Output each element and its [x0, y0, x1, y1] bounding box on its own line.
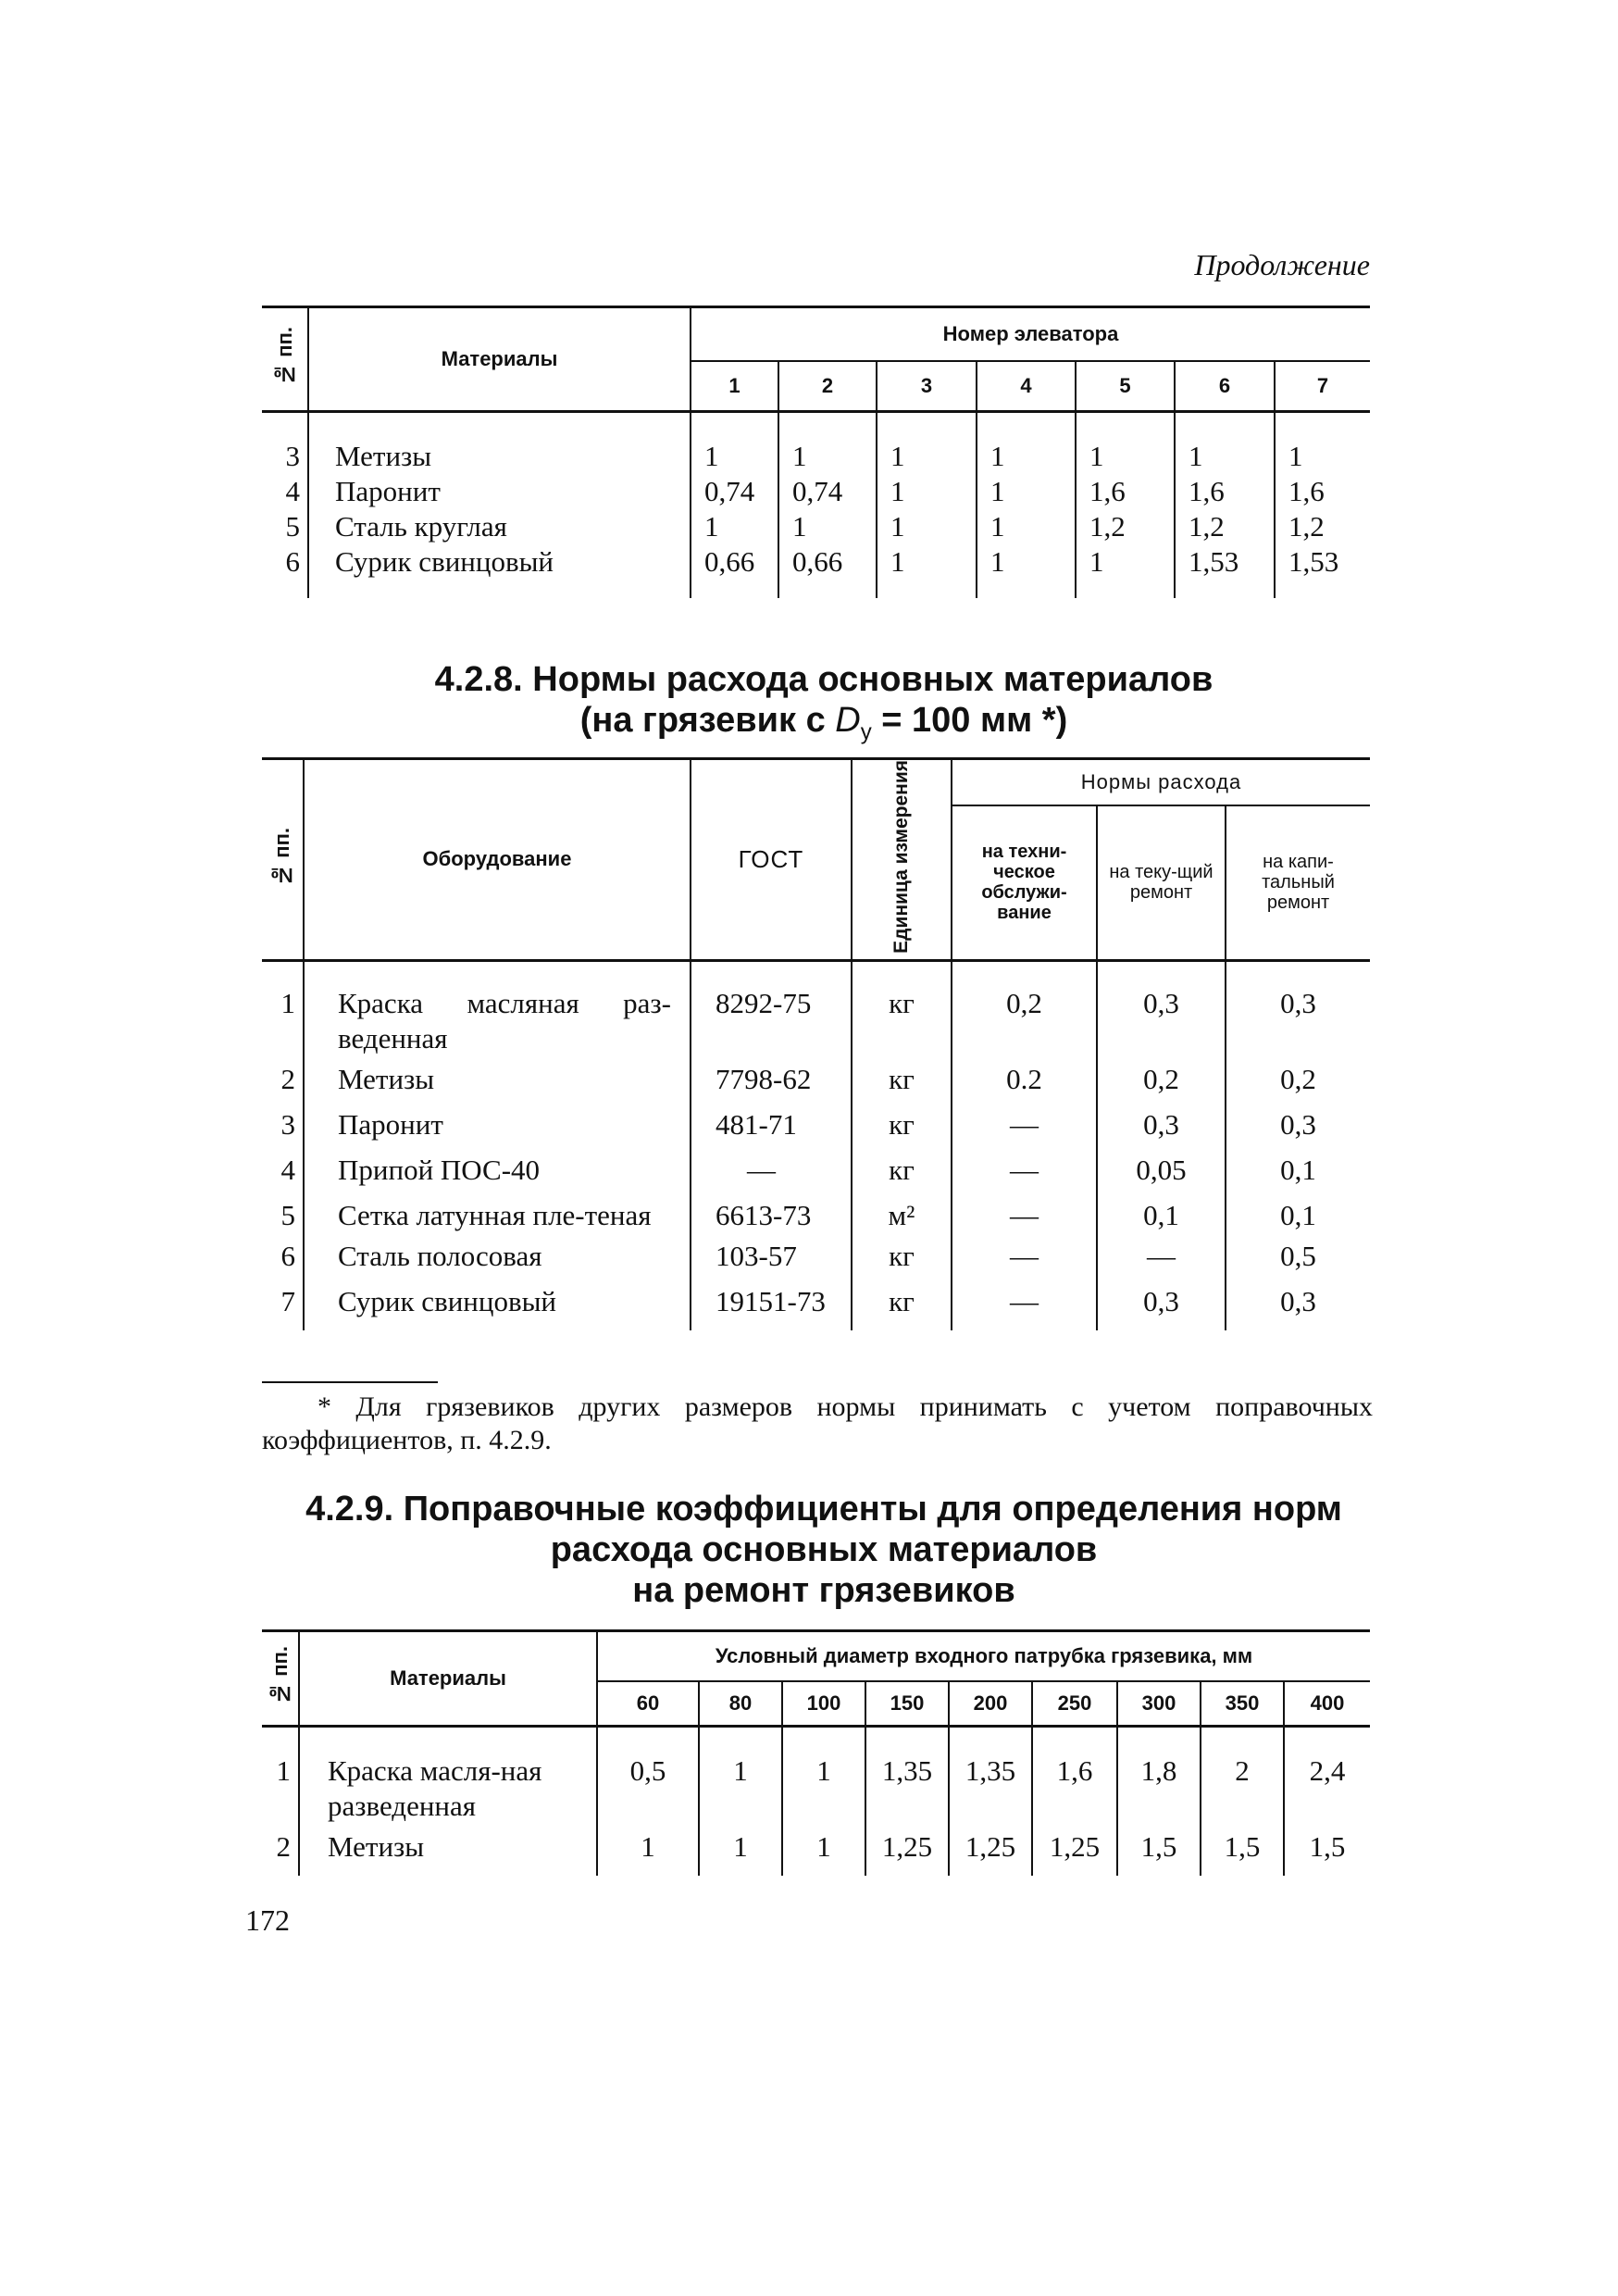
row-number: 4	[285, 475, 300, 507]
cell-maintenance: —	[952, 1097, 1097, 1142]
cell-capital-repair: 0,1	[1226, 1188, 1370, 1233]
heading-line: на ремонт грязевиков	[632, 1571, 1015, 1610]
col-header: 80	[699, 1681, 782, 1727]
cell: 1	[1175, 412, 1275, 475]
cell: 1	[782, 1824, 865, 1876]
table-row	[262, 412, 1370, 475]
col-number-header: № пп.	[262, 759, 304, 961]
cell: 1,25	[865, 1824, 949, 1876]
row-name: Сурик свинцовый	[304, 1274, 691, 1330]
table-row	[262, 474, 1370, 509]
cell: 1	[778, 509, 877, 544]
col-header: 350	[1201, 1681, 1284, 1727]
cell: 0,66	[778, 544, 877, 598]
table-row	[262, 509, 1370, 544]
row-name: Краска масля-ная разведенная	[299, 1727, 597, 1825]
row-number: 3	[280, 1107, 295, 1141]
cell: 1	[1076, 412, 1175, 475]
row-name: Сталь круглая	[308, 509, 691, 544]
cell: 1	[977, 474, 1076, 509]
cell: 1,25	[949, 1824, 1032, 1876]
cell: 0,66	[691, 544, 778, 598]
cell: 1	[699, 1824, 782, 1876]
row-number: 6	[285, 545, 300, 578]
cell: 1,6	[1175, 474, 1275, 509]
table-row	[262, 1824, 1370, 1876]
table-row	[262, 1274, 1370, 1330]
cell-unit: кг	[852, 1142, 952, 1188]
col-number-header: № пп.	[262, 307, 308, 412]
section-heading-4-2-9	[278, 1489, 1370, 1611]
cell: 1	[778, 412, 877, 475]
col-unit-header: Единица измерения	[852, 759, 952, 961]
cell: 1,25	[1032, 1824, 1117, 1876]
cell: 1,6	[1076, 474, 1175, 509]
cell: 1	[782, 1727, 865, 1825]
col-header: 100	[782, 1681, 865, 1727]
cell-gost: 19151-73	[691, 1274, 852, 1330]
cell: 1,35	[865, 1727, 949, 1825]
col-current-repair-header: на теку-щий ремонт	[1097, 805, 1226, 960]
cell-current-repair: 0,2	[1097, 1056, 1226, 1097]
cell-unit: кг	[852, 1056, 952, 1097]
cell-capital-repair: 0,3	[1226, 1097, 1370, 1142]
col-number-header: № пп.	[262, 1631, 299, 1727]
cell: 1	[1076, 544, 1175, 598]
cell: 2	[1201, 1727, 1284, 1825]
heading-line: (на грязевик с $D_у = 100$ мм *)	[579, 701, 1068, 745]
table-row	[262, 544, 1370, 598]
row-name: Метизы	[304, 1056, 691, 1097]
cell: 1,2	[1175, 509, 1275, 544]
col-capital-repair-header: на капи-тальный ремонт	[1226, 805, 1370, 960]
cell: 1,53	[1175, 544, 1275, 598]
row-number: 2	[280, 1062, 295, 1095]
cell: 1,5	[1201, 1824, 1284, 1876]
col-group-header: Условный диаметр входного патрубка грязевика, мм	[597, 1631, 1370, 1682]
col-header: 60	[597, 1681, 699, 1727]
col-header: 6	[1175, 361, 1275, 412]
cell: 1	[877, 474, 977, 509]
col-header: 400	[1284, 1681, 1370, 1727]
col-header: 300	[1117, 1681, 1201, 1727]
row-name: Метизы	[308, 412, 691, 475]
cell: 1	[699, 1727, 782, 1825]
cell: 1,6	[1032, 1727, 1117, 1825]
col-header: 250	[1032, 1681, 1117, 1727]
cell-current-repair: 0,05	[1097, 1142, 1226, 1188]
col-group-header: Номер элеватора	[691, 307, 1370, 362]
row-number: 7	[280, 1284, 295, 1317]
cell: 1	[597, 1824, 699, 1876]
row-number: 2	[276, 1830, 291, 1863]
continuation-label: Продолжение	[1194, 248, 1370, 281]
row-name: Краска масляная раз-веденная	[304, 960, 691, 1056]
cell-unit: кг	[852, 1274, 952, 1330]
col-materials-header: Материалы	[299, 1631, 597, 1727]
cell: 1	[877, 509, 977, 544]
row-number: 6	[280, 1239, 295, 1272]
row-number: 1	[276, 1754, 291, 1787]
cell-current-repair: 0,3	[1097, 1097, 1226, 1142]
footnote-divider	[262, 1381, 438, 1383]
elevator-materials-table	[262, 306, 1370, 598]
row-name: Паронит	[304, 1097, 691, 1142]
cell: 2,4	[1284, 1727, 1370, 1825]
cell: 0,74	[778, 474, 877, 509]
page-number: 172	[245, 1903, 290, 1937]
cell: 1,5	[1284, 1824, 1370, 1876]
cell-gost: 8292-75	[691, 960, 852, 1056]
col-equipment-header: Оборудование	[304, 759, 691, 961]
table-row	[262, 1727, 1370, 1825]
footnote: * Для грязевиков других размеров нормы принимать с учетом поправочных коэффициентов, п. 4.2.9.	[262, 1391, 1373, 1455]
heading-line: 4.2.8. Нормы расхода основных материалов	[434, 660, 1214, 699]
table-row	[262, 1056, 1370, 1097]
table-row	[262, 1188, 1370, 1233]
cell: 1	[977, 412, 1076, 475]
cell: 0,74	[691, 474, 778, 509]
table-row	[262, 1097, 1370, 1142]
row-name: Паронит	[308, 474, 691, 509]
col-header: 200	[949, 1681, 1032, 1727]
cell-current-repair: —	[1097, 1233, 1226, 1274]
section-heading-4-2-8	[278, 659, 1370, 754]
cell-capital-repair: 0,2	[1226, 1056, 1370, 1097]
col-header: 1	[691, 361, 778, 412]
cell-maintenance: —	[952, 1233, 1097, 1274]
row-name: Припой ПОС-40	[304, 1142, 691, 1188]
cell-capital-repair: 0,3	[1226, 1274, 1370, 1330]
correction-coefficients-table	[262, 1629, 1370, 1876]
cell-maintenance: —	[952, 1188, 1097, 1233]
col-header: 2	[778, 361, 877, 412]
cell-maintenance: 0.2	[952, 1056, 1097, 1097]
cell-unit: кг	[852, 1233, 952, 1274]
cell: 1	[691, 412, 778, 475]
consumption-norms-table	[262, 757, 1370, 1330]
row-number: 5	[285, 510, 300, 543]
cell-current-repair: 0,3	[1097, 960, 1226, 1056]
cell: 1,2	[1076, 509, 1175, 544]
cell-capital-repair: 0,5	[1226, 1233, 1370, 1274]
table-row	[262, 1233, 1370, 1274]
cell: 1,53	[1275, 544, 1370, 598]
row-number: 3	[285, 440, 300, 472]
cell-unit: кг	[852, 1097, 952, 1142]
col-header: 150	[865, 1681, 949, 1727]
cell: 1	[877, 544, 977, 598]
cell: 1,2	[1275, 509, 1370, 544]
col-header: 4	[977, 361, 1076, 412]
cell-maintenance: —	[952, 1274, 1097, 1330]
cell: 1	[877, 412, 977, 475]
row-number: 5	[280, 1198, 295, 1231]
cell-current-repair: 0,1	[1097, 1188, 1226, 1233]
heading-line: 4.2.9. Поправочные коэффициенты для определения норм	[305, 1490, 1342, 1529]
cell-gost: 6613-73	[691, 1188, 852, 1233]
cell-capital-repair: 0,3	[1226, 960, 1370, 1056]
col-header: 5	[1076, 361, 1175, 412]
col-gost-header: ГОСТ	[691, 759, 852, 961]
cell: 1	[1275, 412, 1370, 475]
cell-gost: 7798-62	[691, 1056, 852, 1097]
cell-capital-repair: 0,1	[1226, 1142, 1370, 1188]
cell-gost: 481-71	[691, 1097, 852, 1142]
cell-current-repair: 0,3	[1097, 1274, 1226, 1330]
cell-gost: 103-57	[691, 1233, 852, 1274]
cell-maintenance: 0,2	[952, 960, 1097, 1056]
table-row	[262, 960, 1370, 1056]
col-header: 7	[1275, 361, 1370, 412]
cell: 1	[977, 544, 1076, 598]
cell: 1	[977, 509, 1076, 544]
col-materials-header: Материалы	[308, 307, 691, 412]
col-maintenance-header: на техни-ческое обслужи-вание	[952, 805, 1097, 960]
cell: 1,5	[1117, 1824, 1201, 1876]
row-name: Сталь полосовая	[304, 1233, 691, 1274]
col-group-header: Нормы расхода	[952, 759, 1370, 806]
cell-gost: —	[691, 1142, 852, 1188]
col-header: 3	[877, 361, 977, 412]
table-row	[262, 1142, 1370, 1188]
row-number: 1	[280, 986, 295, 1019]
row-name: Сурик свинцовый	[308, 544, 691, 598]
row-number: 4	[280, 1153, 295, 1186]
cell-unit: м²	[852, 1188, 952, 1233]
heading-line: расхода основных материалов	[550, 1530, 1098, 1569]
row-name: Метизы	[299, 1824, 597, 1876]
cell-maintenance: —	[952, 1142, 1097, 1188]
cell-unit: кг	[852, 960, 952, 1056]
cell: 1	[691, 509, 778, 544]
cell: 1,35	[949, 1727, 1032, 1825]
row-name: Сетка латунная пле-теная	[304, 1188, 691, 1233]
cell: 1,6	[1275, 474, 1370, 509]
cell: 0,5	[597, 1727, 699, 1825]
cell: 1,8	[1117, 1727, 1201, 1825]
